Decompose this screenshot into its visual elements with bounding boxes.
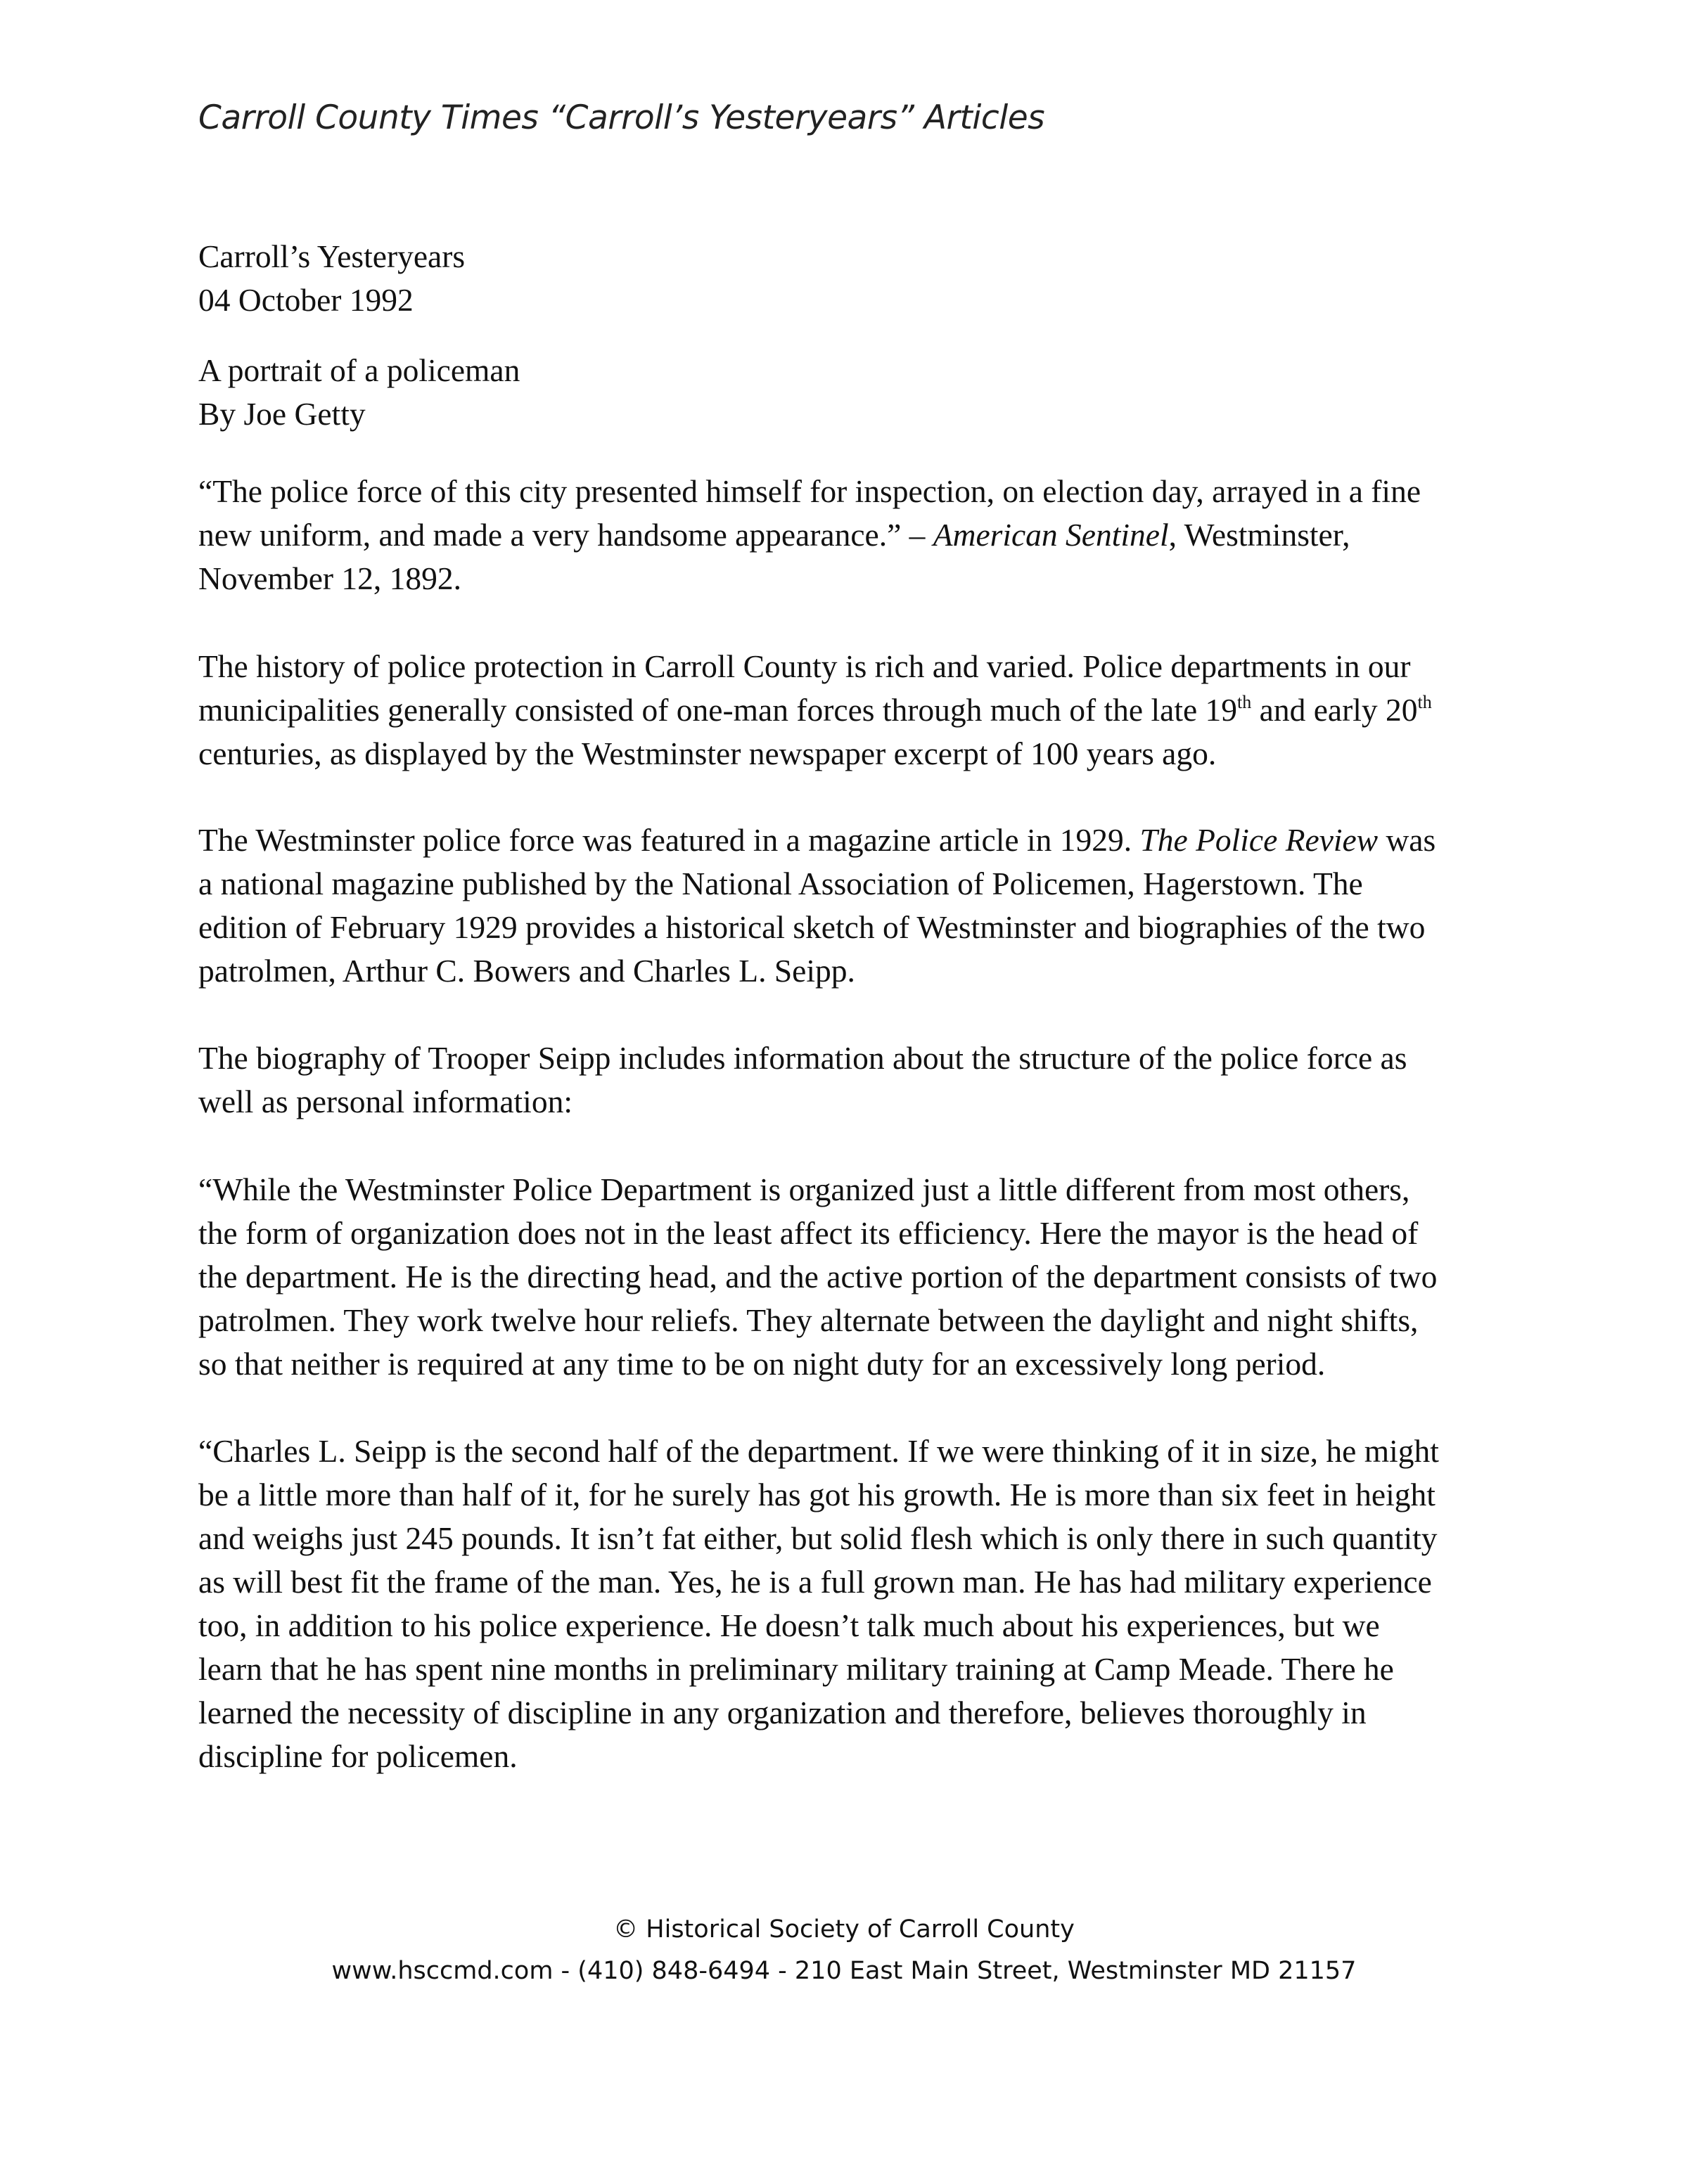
- superscript: th: [1417, 692, 1432, 712]
- paragraph-4: [198, 1036, 1507, 1124]
- text-line: “The police force of this city presented himself for inspection, on election day, arrayed in a fine: [198, 473, 1421, 509]
- text-line: The history of police protection in Carroll County is rich and varied. Police departments in our: [198, 648, 1411, 684]
- text-line: so that neither is required at any time to be on night duty for an excessively long period.: [198, 1346, 1326, 1382]
- publication-name: American Sentinel: [933, 517, 1169, 553]
- text-segment: , Westminster,: [1168, 517, 1350, 553]
- text-line: centuries, as displayed by the Westminster newspaper excerpt of 100 years ago.: [198, 736, 1217, 771]
- text-line: edition of February 1929 provides a historical sketch of Westminster and biographies of the two: [198, 909, 1426, 945]
- page-header: Carroll County Times “Carroll’s Yesteryears” Articles: [198, 98, 1045, 137]
- text-line: the department. He is the directing head, and the active portion of the department consists of two: [198, 1259, 1438, 1295]
- text-segment: The Westminster police force was featured in a magazine article in 1929.: [198, 822, 1140, 858]
- text-segment: and early 20: [1251, 692, 1418, 728]
- text-line: the form of organization does not in the least affect its efficiency. Here the mayor is the head of: [198, 1215, 1419, 1251]
- paragraph-3: [198, 818, 1507, 993]
- text-line: [198, 688, 1507, 732]
- article-title: A portrait of a policeman: [198, 352, 520, 388]
- text-segment: municipalities generally consisted of one-man forces through much of the late 19: [198, 692, 1238, 728]
- text-line: well as personal information:: [198, 1084, 573, 1119]
- text-line: be a little more than half of it, for he surely has got his growth. He is more than six feet in height: [198, 1477, 1436, 1512]
- text-line: patrolmen. They work twelve hour reliefs. They alternate between the daylight and night shifts,: [198, 1302, 1419, 1338]
- column-name: Carroll’s Yesteryears: [198, 238, 466, 274]
- text-line: patrolmen, Arthur C. Bowers and Charles L. Seipp.: [198, 953, 855, 989]
- text-line: “While the Westminster Police Department is organized just a little different from most others,: [198, 1171, 1410, 1207]
- text-line: and weighs just 245 pounds. It isn’t fat either, but solid flesh which is only there in such quantity: [198, 1520, 1438, 1556]
- text-line: discipline for policemen.: [198, 1738, 518, 1774]
- paragraph-1: [198, 470, 1507, 600]
- article-heading: [198, 349, 1507, 436]
- text-line: November 12, 1892.: [198, 560, 462, 596]
- publication-name: The Police Review: [1139, 822, 1379, 858]
- article-date: 04 October 1992: [198, 282, 414, 318]
- text-line: “Charles L. Seipp is the second half of the department. If we were thinking of it in size, he might: [198, 1433, 1439, 1469]
- text-line: learn that he has spent nine months in preliminary military training at Camp Meade. There he: [198, 1651, 1394, 1687]
- paragraph-2: [198, 645, 1507, 776]
- superscript: th: [1237, 692, 1252, 712]
- footer-copyright: © Historical Society of Carroll County: [613, 1915, 1075, 1944]
- text-line: [198, 513, 1507, 557]
- text-line: as will best fit the frame of the man. Yes, he is a full grown man. He has had military experience: [198, 1564, 1432, 1600]
- text-segment: new uniform, and made a very handsome appearance.” –: [198, 517, 933, 553]
- article-byline: By Joe Getty: [198, 396, 366, 432]
- text-line: The biography of Trooper Seipp includes information about the structure of the police force as: [198, 1040, 1407, 1076]
- paragraph-5: [198, 1168, 1507, 1386]
- paragraph-6: [198, 1430, 1507, 1778]
- text-line: a national magazine published by the National Association of Policemen, Hagerstown. The: [198, 866, 1363, 901]
- article-meta: [198, 235, 1507, 322]
- text-line: learned the necessity of discipline in any organization and therefore, believes thoroughly in: [198, 1695, 1367, 1730]
- text-line: too, in addition to his police experience. He doesn’t talk much about his experiences, but we: [198, 1607, 1380, 1643]
- text-line: [198, 818, 1507, 862]
- text-segment: was: [1378, 822, 1436, 858]
- footer-contact: www.hsccmd.com - (410) 848-6494 - 210 East Main Street, Westminster MD 21157: [331, 1957, 1357, 1985]
